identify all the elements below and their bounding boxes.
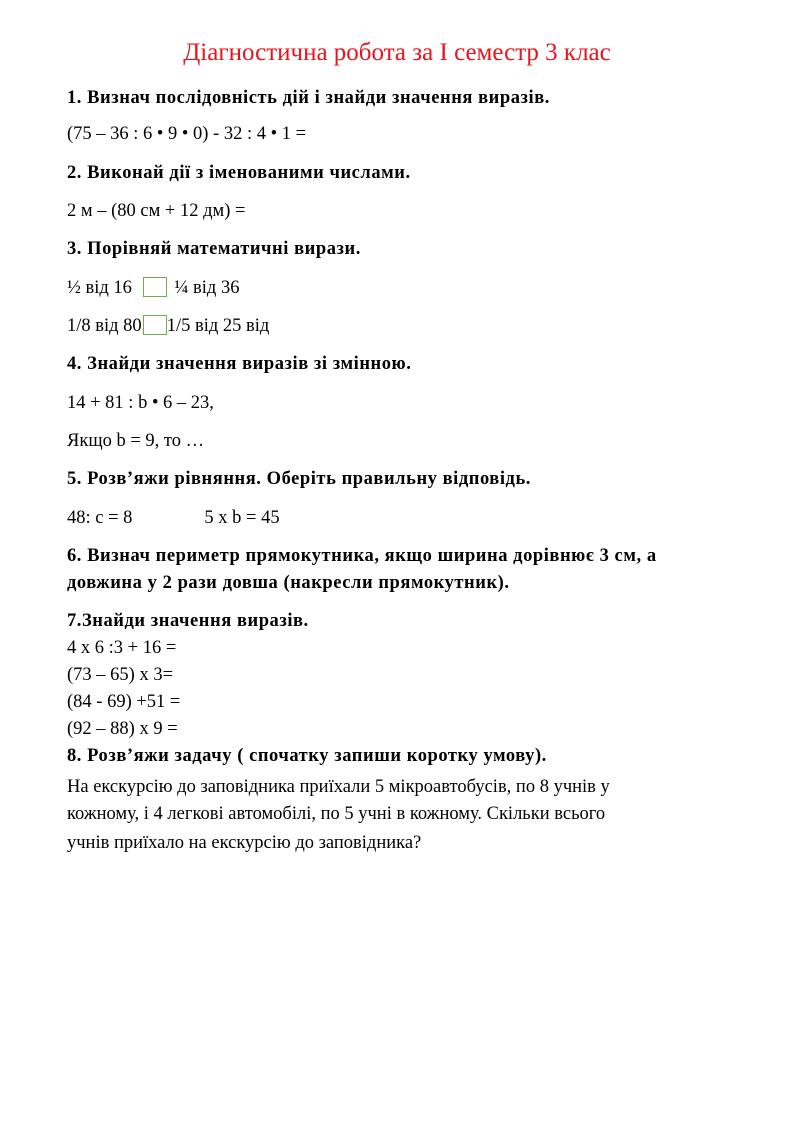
task-8-text-line-3: учнів приїхало на екскурсію до заповідника? [67, 833, 422, 853]
task-4-condition: Якщо b = 9, то … [67, 431, 205, 451]
task-5-heading: 5. Розв’яжи рівняння. Оберіть правильну відповідь. [67, 469, 531, 489]
task-6-heading-line-1: 6. Визнач периметр прямокутника, якщо ширина дорівнює 3 см, а [67, 546, 657, 566]
task-7-expression-2: (73 – 65) х 3= [67, 665, 174, 685]
comparison-1-right: ¼ від 36 [174, 278, 240, 298]
task-6-heading-line-2: довжина у 2 рази довша (накресли прямокутник). [67, 573, 510, 593]
task-8-text-line-1: На екскурсію до заповідника приїхали 5 мікроавтобусів, по 8 учнів у [67, 777, 610, 797]
task-3-comparison-2 [67, 314, 269, 338]
task-1-heading: 1. Визнач послідовність дій і знайди значення виразів. [67, 88, 550, 108]
equation-1: 48: с = 8 [67, 508, 133, 528]
task-7-expression-3: (84 - 69) +51 = [67, 692, 181, 712]
task-4-heading: 4. Знайди значення виразів зі змінною. [67, 354, 412, 374]
comparison-1-left: ½ від 16 [67, 278, 132, 298]
task-7-expression-4: (92 – 88) х 9 = [67, 719, 178, 739]
comparison-2-right: 1/5 від 25 від [166, 316, 270, 336]
equation-2: 5 х b = 45 [204, 508, 280, 528]
task-3-heading: 3. Порівняй математичні вирази. [67, 239, 361, 259]
page-title: Діагностична робота за I семестр 3 клас [183, 39, 611, 66]
task-4-expression: 14 + 81 : b • 6 – 23, [67, 393, 214, 413]
task-8-text-line-2: кожному, і 4 легкові автомобілі, по 5 учні в кожному. Скільки всього [67, 804, 606, 824]
task-3-comparison-1 [67, 276, 239, 300]
task-7-heading: 7.Знайди значення виразів. [67, 611, 309, 631]
task-8-heading: 8. Розв’яжи задачу ( спочатку запиши коротку умову). [67, 746, 547, 766]
task-5-equations [67, 506, 280, 530]
comparison-2-answer-box[interactable] [143, 315, 167, 335]
task-1-expression: (75 – 36 : 6 • 9 • 0) - 32 : 4 • 1 = [67, 124, 307, 144]
comparison-1-answer-box[interactable] [143, 277, 167, 297]
task-2-expression: 2 м – (80 см + 12 дм) = [67, 201, 246, 221]
comparison-2-left: 1/8 від 80 [67, 316, 142, 336]
task-7-expression-1: 4 х 6 :3 + 16 = [67, 638, 177, 658]
task-2-heading: 2. Виконай дії з іменованими числами. [67, 163, 411, 183]
